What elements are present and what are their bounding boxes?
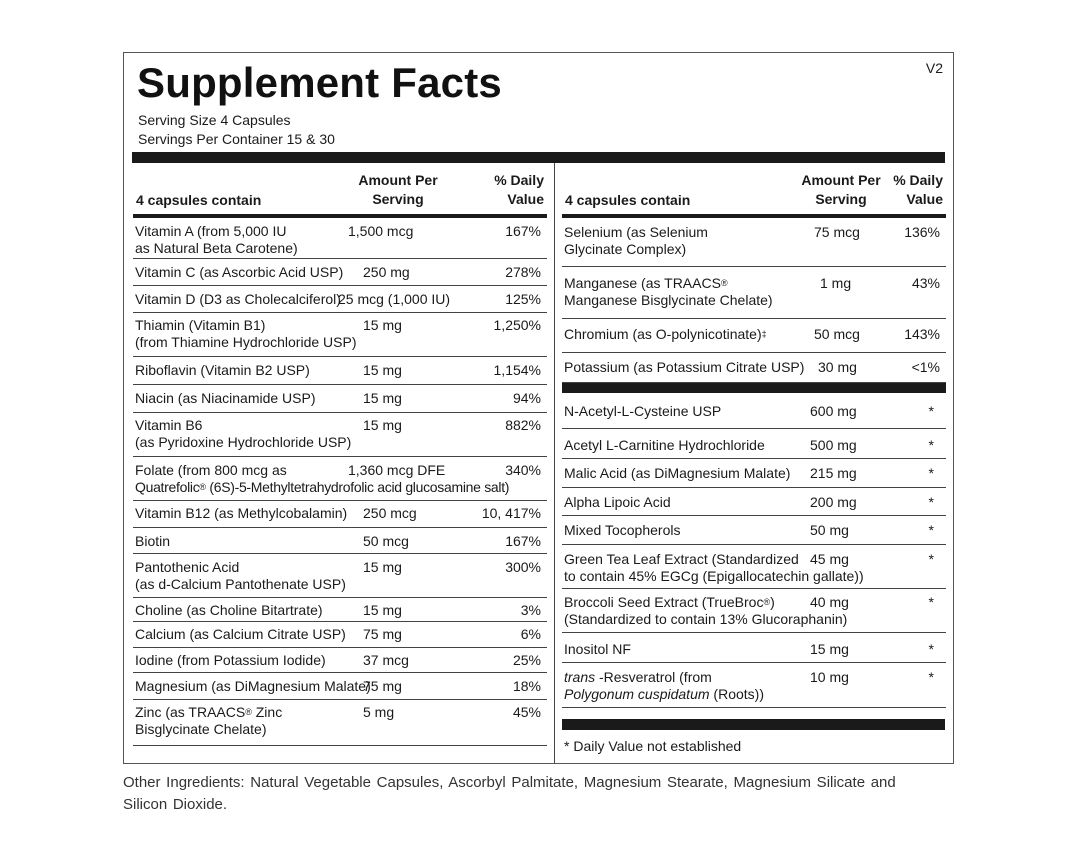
- nutrient-row: [133, 648, 547, 673]
- nutrient-row: [562, 516, 946, 545]
- nutrient-name: Potassium (as Potassium Citrate USP): [564, 359, 805, 375]
- nutrient-row: [562, 429, 946, 459]
- nutrient-row: [133, 673, 547, 700]
- nutrient-daily-value: 3%: [520, 602, 541, 618]
- other-ingredients: Other Ingredients: Natural Vegetable Capsules, Ascorbyl Palmitate, Magnesium Stearate, Magnesium Silicate and Silicon Dioxide.: [123, 774, 896, 813]
- nutrient-name: Broccoli Seed Extract (TrueBroc®) (Standardized to contain 13% Glucoraphanin): [564, 594, 848, 627]
- nutrient-name: Alpha Lipoic Acid: [564, 494, 671, 510]
- nutrient-name: Mixed Tocopherols: [564, 522, 681, 538]
- nutrient-amount: 15 mg: [363, 602, 402, 618]
- nutrient-daily-value: *: [928, 465, 934, 481]
- nutrient-daily-value: 882%: [505, 417, 541, 433]
- nutrient-name: Thiamin (Vitamin B1) (from Thiamine Hydrochloride USP): [135, 317, 357, 350]
- nutrient-row: [562, 633, 946, 663]
- nutrient-name: Manganese (as TRAACS® Manganese Bisglycinate Chelate): [564, 275, 773, 308]
- contains-header: 4 capsules contain: [136, 192, 262, 208]
- nutrient-amount: 50 mcg: [814, 326, 860, 342]
- nutrient-row: [562, 353, 946, 383]
- nutrient-name: Vitamin B6 (as Pyridoxine Hydrochloride USP): [135, 417, 352, 450]
- nutrient-name: Acetyl L-Carnitine Hydrochloride: [564, 437, 765, 453]
- left-column-header: [133, 167, 547, 214]
- nutrient-amount: 30 mg: [818, 359, 857, 375]
- column-divider: [554, 163, 555, 763]
- nutrient-daily-value: 1,250%: [493, 317, 541, 333]
- nutrient-amount: 50 mcg: [363, 533, 409, 549]
- nutrient-daily-value: *: [928, 494, 934, 510]
- nutrient-amount: 500 mg: [810, 437, 857, 453]
- nutrient-daily-value: 300%: [505, 559, 541, 575]
- nutrient-row: [133, 554, 547, 598]
- nutrient-row: [562, 488, 946, 516]
- nutrient-amount: 45 mg: [810, 551, 849, 567]
- nutrient-name: Iodine (from Potassium Iodide): [135, 652, 326, 668]
- nutrient-daily-value: *: [928, 594, 934, 610]
- nutrient-row: [133, 313, 547, 357]
- nutrient-row: [133, 259, 547, 286]
- nutrient-row: [133, 357, 547, 385]
- nutrient-daily-value: 1,154%: [493, 362, 541, 378]
- nutrient-name: Malic Acid (as DiMagnesium Malate): [564, 465, 791, 481]
- amount-header: Amount Per Serving: [358, 172, 438, 207]
- bottom-rule: [562, 719, 945, 730]
- nutrient-daily-value: 278%: [505, 264, 541, 280]
- nutrient-amount: 15 mg: [810, 641, 849, 657]
- nutrient-daily-value: 143%: [904, 326, 940, 342]
- dv-header: % Daily Value: [494, 172, 544, 207]
- nutrient-amount: 37 mcg: [363, 652, 409, 668]
- nutrient-row: [133, 528, 547, 554]
- nutrient-daily-value: 18%: [512, 678, 541, 694]
- left-nutrient-list: [133, 218, 547, 746]
- nutrient-daily-value: *: [928, 522, 934, 538]
- nutrient-name: Riboflavin (Vitamin B2 USP): [135, 362, 310, 378]
- nutrient-daily-value: 43%: [911, 275, 940, 291]
- nutrient-row: [133, 413, 547, 457]
- nutrient-row: [562, 393, 946, 429]
- nutrient-row: [562, 545, 946, 589]
- nutrient-daily-value: 136%: [904, 224, 940, 240]
- nutrient-daily-value: 125%: [505, 291, 541, 307]
- nutrient-amount: 200 mg: [810, 494, 857, 510]
- nutrient-amount: 15 mg: [363, 390, 402, 406]
- nutrient-row: [133, 385, 547, 413]
- section-rule: [562, 383, 946, 393]
- nutrient-amount: 40 mg: [810, 594, 849, 610]
- nutrient-name: Inositol NF: [564, 641, 631, 657]
- nutrient-row: [562, 319, 946, 353]
- nutrient-name: Pantothenic Acid (as d-Calcium Pantothenate USP): [135, 559, 346, 592]
- nutrient-name: Choline (as Choline Bitartrate): [135, 602, 323, 618]
- nutrient-row: [133, 700, 547, 746]
- nutrient-row: [562, 663, 946, 708]
- nutrient-amount: 15 mg: [363, 559, 402, 575]
- nutrient-row: [133, 218, 547, 259]
- right-nutrient-list-a: [562, 218, 946, 383]
- nutrient-daily-value: *: [928, 437, 934, 453]
- nutrient-amount: 1,360 mcg DFE: [348, 462, 446, 478]
- nutrient-daily-value: 167%: [505, 533, 541, 549]
- left-column: [133, 167, 547, 746]
- nutrient-amount: 75 mcg: [814, 224, 860, 240]
- nutrient-row: [133, 501, 547, 528]
- nutrient-daily-value: <1%: [911, 359, 940, 375]
- nutrient-daily-value: 167%: [505, 223, 541, 239]
- nutrient-row: [133, 457, 547, 501]
- nutrient-name: Zinc (as TRAACS® Zinc Bisglycinate Chelate): [135, 704, 283, 737]
- nutrient-name: Vitamin D (D3 as Cholecalciferol): [135, 291, 341, 307]
- nutrient-amount: 600 mg: [810, 403, 857, 419]
- nutrient-row: [133, 622, 547, 648]
- nutrient-amount: 15 mg: [363, 417, 402, 433]
- nutrient-daily-value: *: [928, 641, 934, 657]
- nutrient-daily-value: 45%: [512, 704, 541, 720]
- dv-header: % Daily Value: [893, 172, 943, 207]
- nutrient-daily-value: 10, 417%: [481, 505, 541, 521]
- nutrient-name: Niacin (as Niacinamide USP): [135, 390, 316, 406]
- nutrient-amount: 15 mg: [363, 317, 402, 333]
- amount-header: Amount Per Serving: [801, 172, 881, 207]
- nutrient-daily-value: 6%: [520, 626, 541, 642]
- nutrient-amount: 250 mcg: [363, 505, 417, 521]
- nutrient-name: Chromium (as O-polynicotinate)‡: [564, 326, 767, 342]
- footnote: * Daily Value not established: [564, 738, 742, 754]
- nutrient-row: [562, 459, 946, 488]
- panel-title: Supplement Facts: [137, 59, 502, 106]
- nutrient-name: Vitamin B12 (as Methylcobalamin): [135, 505, 348, 521]
- serving-size: Serving Size 4 Capsules: [138, 112, 291, 128]
- nutrient-name: Green Tea Leaf Extract (Standardized to contain 45% EGCg (Epigallocatechin gallate)): [564, 551, 864, 584]
- nutrient-amount: 75 mg: [363, 678, 402, 694]
- nutrient-name: Vitamin C (as Ascorbic Acid USP): [135, 264, 344, 280]
- right-column-header: [562, 167, 946, 214]
- serving-info: [138, 111, 335, 149]
- top-rule: [132, 152, 945, 163]
- servings-per-container: Servings Per Container 15 & 30: [138, 131, 335, 147]
- nutrient-name: trans -Resveratrol (from Polygonum cuspidatum (Roots)): [564, 669, 764, 702]
- nutrient-daily-value: *: [928, 669, 934, 685]
- nutrient-name: Vitamin A (from 5,000 IU as Natural Beta Carotene): [135, 223, 298, 256]
- nutrient-row: [133, 286, 547, 313]
- nutrient-amount: 50 mg: [810, 522, 849, 538]
- right-nutrient-list-b: [562, 393, 946, 708]
- nutrient-name: N-Acetyl-L-Cysteine USP: [564, 403, 722, 419]
- nutrient-daily-value: *: [928, 403, 934, 419]
- nutrient-row: [562, 589, 946, 633]
- nutrient-daily-value: 25%: [512, 652, 541, 668]
- nutrient-row: [562, 267, 946, 319]
- nutrient-amount: 25 mcg (1,000 IU): [338, 291, 451, 307]
- version-label: V2: [925, 60, 943, 76]
- nutrient-name: Magnesium (as DiMagnesium Malate): [135, 678, 371, 694]
- nutrient-amount: 1 mg: [820, 275, 852, 291]
- nutrient-row: [133, 598, 547, 622]
- nutrient-amount: 15 mg: [363, 362, 402, 378]
- nutrient-amount: 75 mg: [363, 626, 402, 642]
- nutrient-name: Calcium (as Calcium Citrate USP): [135, 626, 346, 642]
- nutrient-daily-value: *: [928, 551, 934, 567]
- nutrient-row: [562, 218, 946, 267]
- nutrient-name: Folate (from 800 mcg as Quatrefolic® (6S)-5-Methyltetrahydrofolic acid glucosamine salt): [135, 462, 510, 495]
- right-column: [562, 167, 946, 708]
- contains-header: 4 capsules contain: [565, 192, 691, 208]
- nutrient-amount: 5 mg: [363, 704, 395, 720]
- nutrient-amount: 1,500 mcg: [348, 223, 414, 239]
- nutrient-daily-value: 340%: [505, 462, 541, 478]
- nutrient-amount: 250 mg: [363, 264, 410, 280]
- nutrient-amount: 215 mg: [810, 465, 857, 481]
- nutrient-name: Biotin: [135, 533, 171, 549]
- nutrient-name: Selenium (as Selenium Glycinate Complex): [564, 224, 708, 257]
- supplement-facts-panel: [123, 52, 954, 764]
- nutrient-daily-value: 94%: [512, 390, 541, 406]
- nutrient-amount: 10 mg: [810, 669, 849, 685]
